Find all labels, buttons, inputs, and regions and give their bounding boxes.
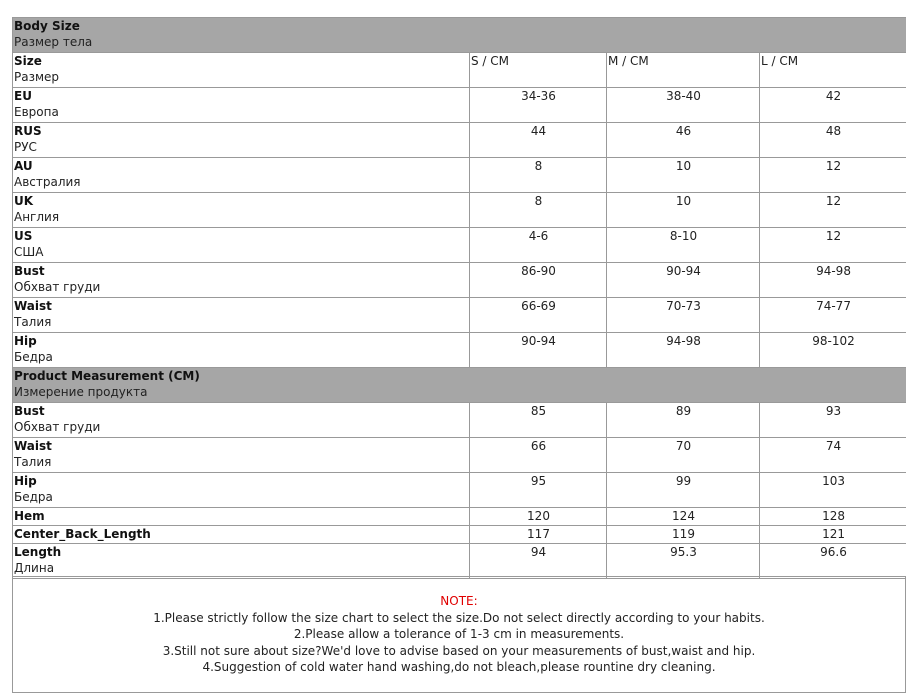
row-label [13, 403, 470, 438]
size-value-cell: 86-90 [470, 263, 607, 298]
row-label-ru: Талия [14, 315, 52, 329]
size-value-cell: 96.6 [760, 544, 906, 579]
size-value-cell: 120 [470, 508, 607, 526]
size-value-cell: 89 [607, 403, 760, 438]
section-title-ru: Размер тела [14, 35, 93, 49]
size-value-cell: 70 [607, 438, 760, 473]
row-label-ru: Талия [14, 455, 52, 469]
size-header-row [13, 53, 906, 88]
size-value-cell: 46 [607, 123, 760, 158]
row-label [13, 473, 470, 508]
row-label [13, 228, 470, 263]
note-line-4: 4.Suggestion of cold water hand washing,do not bleach,please rountine dry cleaning. [202, 660, 716, 674]
size-value-cell: 12 [760, 193, 906, 228]
table-row [13, 123, 906, 158]
section-header-body-size [13, 18, 906, 53]
size-value-cell: 70-73 [607, 298, 760, 333]
row-label-ru: Бедра [14, 350, 53, 364]
size-value-cell: 4-6 [470, 228, 607, 263]
section-title-en: Body Size [14, 19, 80, 33]
row-label-ru: Бедра [14, 490, 53, 504]
size-chart-table [12, 17, 906, 579]
row-label-en: Hem [14, 509, 45, 523]
size-value-cell: 74 [760, 438, 906, 473]
row-label [13, 333, 470, 368]
size-value-cell: 85 [470, 403, 607, 438]
row-label-ru: Длина [14, 561, 55, 575]
table-row [13, 473, 906, 508]
note-line-2: 2.Please allow a tolerance of 1-3 cm in measurements. [293, 627, 625, 641]
row-label-en: RUS [14, 124, 42, 138]
size-value-cell: 94-98 [760, 263, 906, 298]
column-header-l: L / CM [760, 53, 906, 88]
size-value-cell: 95.3 [607, 544, 760, 579]
size-value-cell: 8 [470, 193, 607, 228]
row-label-en: Waist [14, 299, 52, 313]
row-label [13, 526, 470, 544]
size-value-cell: 12 [760, 228, 906, 263]
section-row-product [13, 368, 906, 403]
size-value-cell: 94-98 [607, 333, 760, 368]
table-row [13, 403, 906, 438]
note-line-3: 3.Still not sure about size?We'd love to advise based on your measurements of bust,waist and hip. [162, 643, 756, 658]
section-header-product [13, 368, 906, 403]
note-title: NOTE: [440, 594, 478, 608]
column-header-m: M / CM [607, 53, 760, 88]
size-header-label [13, 53, 470, 88]
note-box [12, 576, 906, 693]
table-row [13, 193, 906, 228]
size-value-cell: 99 [607, 473, 760, 508]
row-label [13, 123, 470, 158]
row-label-en: EU [14, 89, 32, 103]
row-label [13, 263, 470, 298]
row-label [13, 158, 470, 193]
size-value-cell: 93 [760, 403, 906, 438]
row-label-ru: Европа [14, 105, 59, 119]
row-label-en: Hip [14, 334, 37, 348]
note-line-1: 1.Please strictly follow the size chart to select the size.Do not select directly according to your habits. [153, 610, 765, 625]
row-label-ru: Обхват груди [14, 420, 101, 434]
size-value-cell: 90-94 [607, 263, 760, 298]
size-value-cell: 10 [607, 158, 760, 193]
table-row [13, 298, 906, 333]
size-value-cell: 103 [760, 473, 906, 508]
column-header-s: S / CM [470, 53, 607, 88]
size-value-cell: 94 [470, 544, 607, 579]
size-value-cell: 34-36 [470, 88, 607, 123]
size-value-cell: 95 [470, 473, 607, 508]
row-label-ru: Обхват груди [14, 280, 101, 294]
row-label [13, 438, 470, 473]
row-label [13, 508, 470, 526]
size-value-cell: 38-40 [607, 88, 760, 123]
row-label-en: US [14, 229, 33, 243]
row-label-ru: США [14, 245, 44, 259]
table-row [13, 88, 906, 123]
row-label-en: Hip [14, 474, 37, 488]
table-row [13, 438, 906, 473]
row-label-en: AU [14, 159, 33, 173]
size-value-cell: 48 [760, 123, 906, 158]
table-row [13, 526, 906, 544]
table-row [13, 333, 906, 368]
row-label [13, 544, 470, 579]
row-label-en: UK [14, 194, 34, 208]
row-label-en: Length [14, 545, 62, 559]
size-value-cell: 66 [470, 438, 607, 473]
table-row [13, 228, 906, 263]
table-row [13, 508, 906, 526]
row-label-en: Center_Back_Length [14, 527, 151, 541]
row-label [13, 88, 470, 123]
table-row [13, 158, 906, 193]
section-title-ru: Измерение продукта [14, 385, 148, 399]
size-value-cell: 74-77 [760, 298, 906, 333]
size-value-cell: 117 [470, 526, 607, 544]
row-label-ru: РУС [14, 140, 37, 154]
size-value-cell: 90-94 [470, 333, 607, 368]
size-label-ru: Размер [14, 70, 60, 84]
section-row-body-size [13, 18, 906, 53]
size-label-en: Size [14, 54, 42, 68]
size-value-cell: 124 [607, 508, 760, 526]
size-value-cell: 121 [760, 526, 906, 544]
size-value-cell: 42 [760, 88, 906, 123]
row-label-ru: Англия [14, 210, 60, 224]
row-label-en: Bust [14, 404, 45, 418]
row-label-ru: Австралия [14, 175, 81, 189]
size-value-cell: 66-69 [470, 298, 607, 333]
table-row [13, 544, 906, 579]
size-value-cell: 10 [607, 193, 760, 228]
row-label [13, 193, 470, 228]
table-row [13, 263, 906, 298]
row-label-en: Bust [14, 264, 45, 278]
row-label [13, 298, 470, 333]
size-value-cell: 8-10 [607, 228, 760, 263]
size-value-cell: 119 [607, 526, 760, 544]
size-value-cell: 8 [470, 158, 607, 193]
size-value-cell: 44 [470, 123, 607, 158]
size-value-cell: 128 [760, 508, 906, 526]
size-chart-body [13, 18, 906, 579]
section-title-en: Product Measurement (CM) [14, 369, 200, 383]
size-value-cell: 98-102 [760, 333, 906, 368]
size-value-cell: 12 [760, 158, 906, 193]
row-label-en: Waist [14, 439, 52, 453]
